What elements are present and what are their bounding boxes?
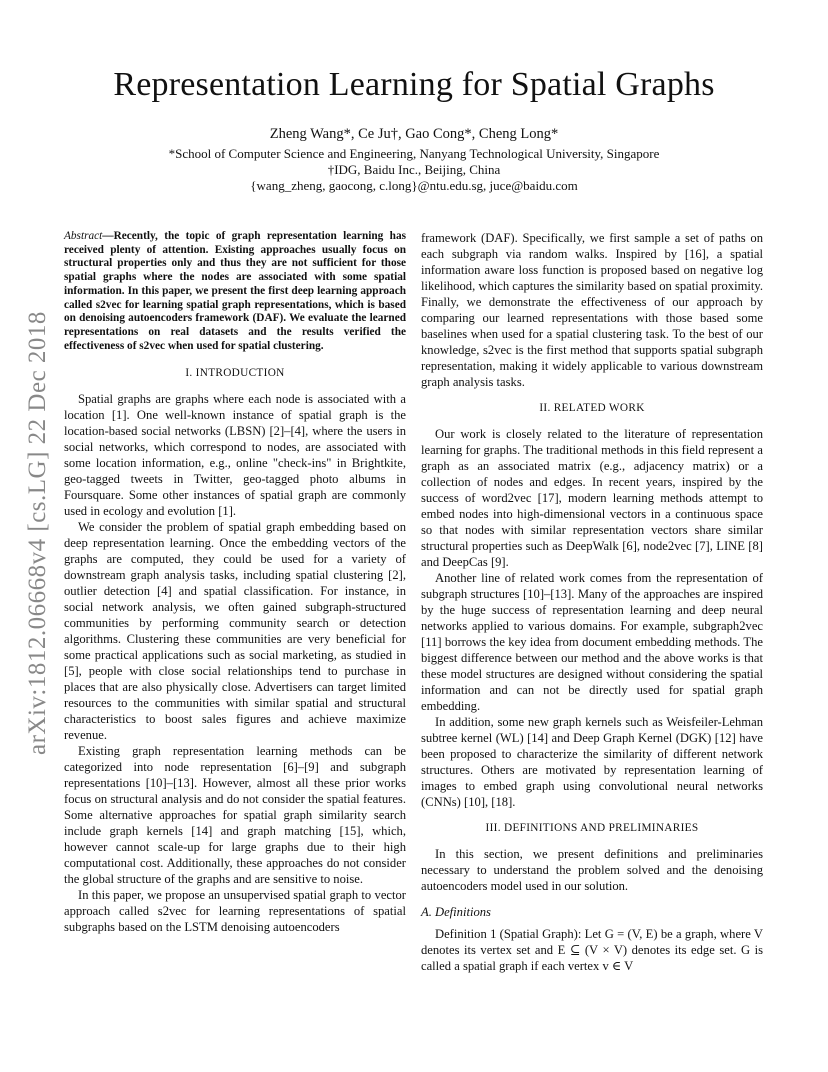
paper-title: Representation Learning for Spatial Graphs bbox=[113, 66, 715, 103]
abstract bbox=[64, 230, 406, 353]
abstract-text: —Recently, the topic of graph representation learning has received plenty of attention. Existing approaches usually focus on structural properties only and thus they are not sufficient for those spatial graphs where the nodes are associated with some spatial information. In this paper, we present the first deep learning approach called s2vec for learning spatial graph representations, which is based on denoising autoencoders framework (DAF). We evaluate the learned representations on real datasets and the results verified the effectiveness of s2vec when used for spatial clustering. bbox=[64, 230, 406, 352]
definition-1: Definition 1 (Spatial Graph): Let G = (V, E) be a graph, where V denotes its vertex set and E ⊆ (V × V) denotes its edge set. G is called a spatial graph if each vertex v ∈ V bbox=[421, 927, 763, 973]
arxiv-id-text: arXiv:1812.06668v4 [cs.LG] 22 Dec 2018 bbox=[24, 311, 51, 755]
affiliation-ntu: *School of Computer Science and Engineering, Nanyang Technological University, Singapore bbox=[168, 146, 660, 161]
section-heading-definitions: III. DEFINITIONS AND PRELIMINARIES bbox=[485, 822, 699, 834]
intro-paragraph-3: Existing graph representation learning methods can be categorized into node representation [6]–[9] and subgraph representations [10]–[13]. However, almost all these prior works focus on structural analysis and do not consider the spatial features. Some alternative approaches for spatial graph similarity search include graph kernels [14] and graph matching [15], which, however cannot scale-up for large graphs due to their high computational cost. Additionally, these approaches do not consider the global structure of the graphs and are sensitive to noise. bbox=[64, 744, 406, 887]
abstract-label: Abstract bbox=[64, 230, 103, 242]
arxiv-identifier-stamp bbox=[16, 255, 60, 755]
related-paragraph-3: In addition, some new graph kernels such as Weisfeiler-Lehman subtree kernel (WL) [14] and Deep Graph Kernel (DGK) [12] have been proposed to characterize the similarity of different network structures. Others are motivated by representation learning of images to embed graph using convolutional neural networks (CNNs) [10], [18]. bbox=[421, 715, 763, 809]
definitions-paragraph-1: In this section, we present definitions and preliminaries necessary to understand the problem solved and the denoising autoencoders model used in our solution. bbox=[421, 847, 763, 893]
section-heading-related-work: II. RELATED WORK bbox=[539, 402, 645, 414]
author-list: Zheng Wang*, Ce Ju†, Gao Cong*, Cheng Long* bbox=[269, 126, 559, 142]
intro-paragraph-2: We consider the problem of spatial graph embedding based on deep representation learning. Once the embedding vectors of the graphs are computed, they could be used for a variety of downstream graph analysis tasks, including spatial clustering [2], outlier detection [4] and spatial classification. For instance, in social network analysis, we often gained subgraph-structured communities by performing community search or detection algorithms. Clustering these communities are very beneficial for some practical applications such as social marketing, as studied in [5], people with close social relationships tend to purchase in places that are also physically close. Advertisers can target limited resources to the communities with similar spatial and structural characteristics to boost sales figures and achieve maximize revenue. bbox=[64, 520, 406, 743]
subsection-heading-definitions: A. Definitions bbox=[421, 905, 491, 919]
right-column bbox=[421, 230, 763, 974]
left-column bbox=[64, 230, 406, 935]
section-heading-introduction: I. INTRODUCTION bbox=[185, 367, 285, 380]
intro-paragraph-4: In this paper, we propose an unsupervised spatial graph to vector approach called s2vec for learning representations of spatial subgraphs based on the LSTM denoising autoencoders bbox=[64, 888, 406, 935]
author-emails: {wang_zheng, gaocong, c.long}@ntu.edu.sg, juce@baidu.com bbox=[250, 178, 578, 193]
related-paragraph-1: Our work is closely related to the literature of representation learning for graphs. The traditional methods in this field represent a graph as an associated matrix (e.g., adjacency matrix) or a collection of nodes and edges. In recent years, inspired by the success of word2vec [17], modern learning methods attempt to embed nodes into high-dimensional vectors in a continuous space so that nodes with similar representation vectors share similar structural properties such as DeepWalk [6], node2vec [7], LINE [8] and DeepCas [9]. bbox=[421, 427, 763, 569]
intro-paragraph-1: Spatial graphs are graphs where each node is associated with a location [1]. One well-known instance of spatial graph is the location-based social networks (LBSN) [2]–[4], where the users in social networks, which correspond to nodes, are associated with some location information, e.g., online "check-ins" in Brightkite, geo-tagged tweets in Twitter, geo-tagged photo albums in Foursquare. Some other instances of spatial graph are commonly used in ecology and evolution [1]. bbox=[64, 392, 406, 519]
intro-paragraph-4-continued: framework (DAF). Specifically, we first sample a set of paths on each subgraph via random walks. Inspired by [16], a spatial information aware loss function is proposed based on negative log likelihood, which captures the similarity based on spatial proximity. Finally, we demonstrate the effectiveness of our approach by comparing our learned representations with those based some baselines when used for a spatial clustering task. To the best of our knowledge, s2vec is the first method that supports spatial subgraph representation, making it widely applicable to various downstream graph analysis tasks. bbox=[421, 231, 763, 389]
affiliation-baidu: †IDG, Baidu Inc., Beijing, China bbox=[327, 162, 501, 177]
related-paragraph-2: Another line of related work comes from the representation of subgraph structures [10]–[13]. Many of the approaches are inspired by the huge success of representation learning and deep neural networks applied to various domains. For example, subgraph2vec [11] borrows the key idea from document embedding methods. The biggest difference between our method and the above works is that these model structures are designed without considering the spatial information and can not be directly used for spatial graph embedding. bbox=[421, 571, 763, 713]
